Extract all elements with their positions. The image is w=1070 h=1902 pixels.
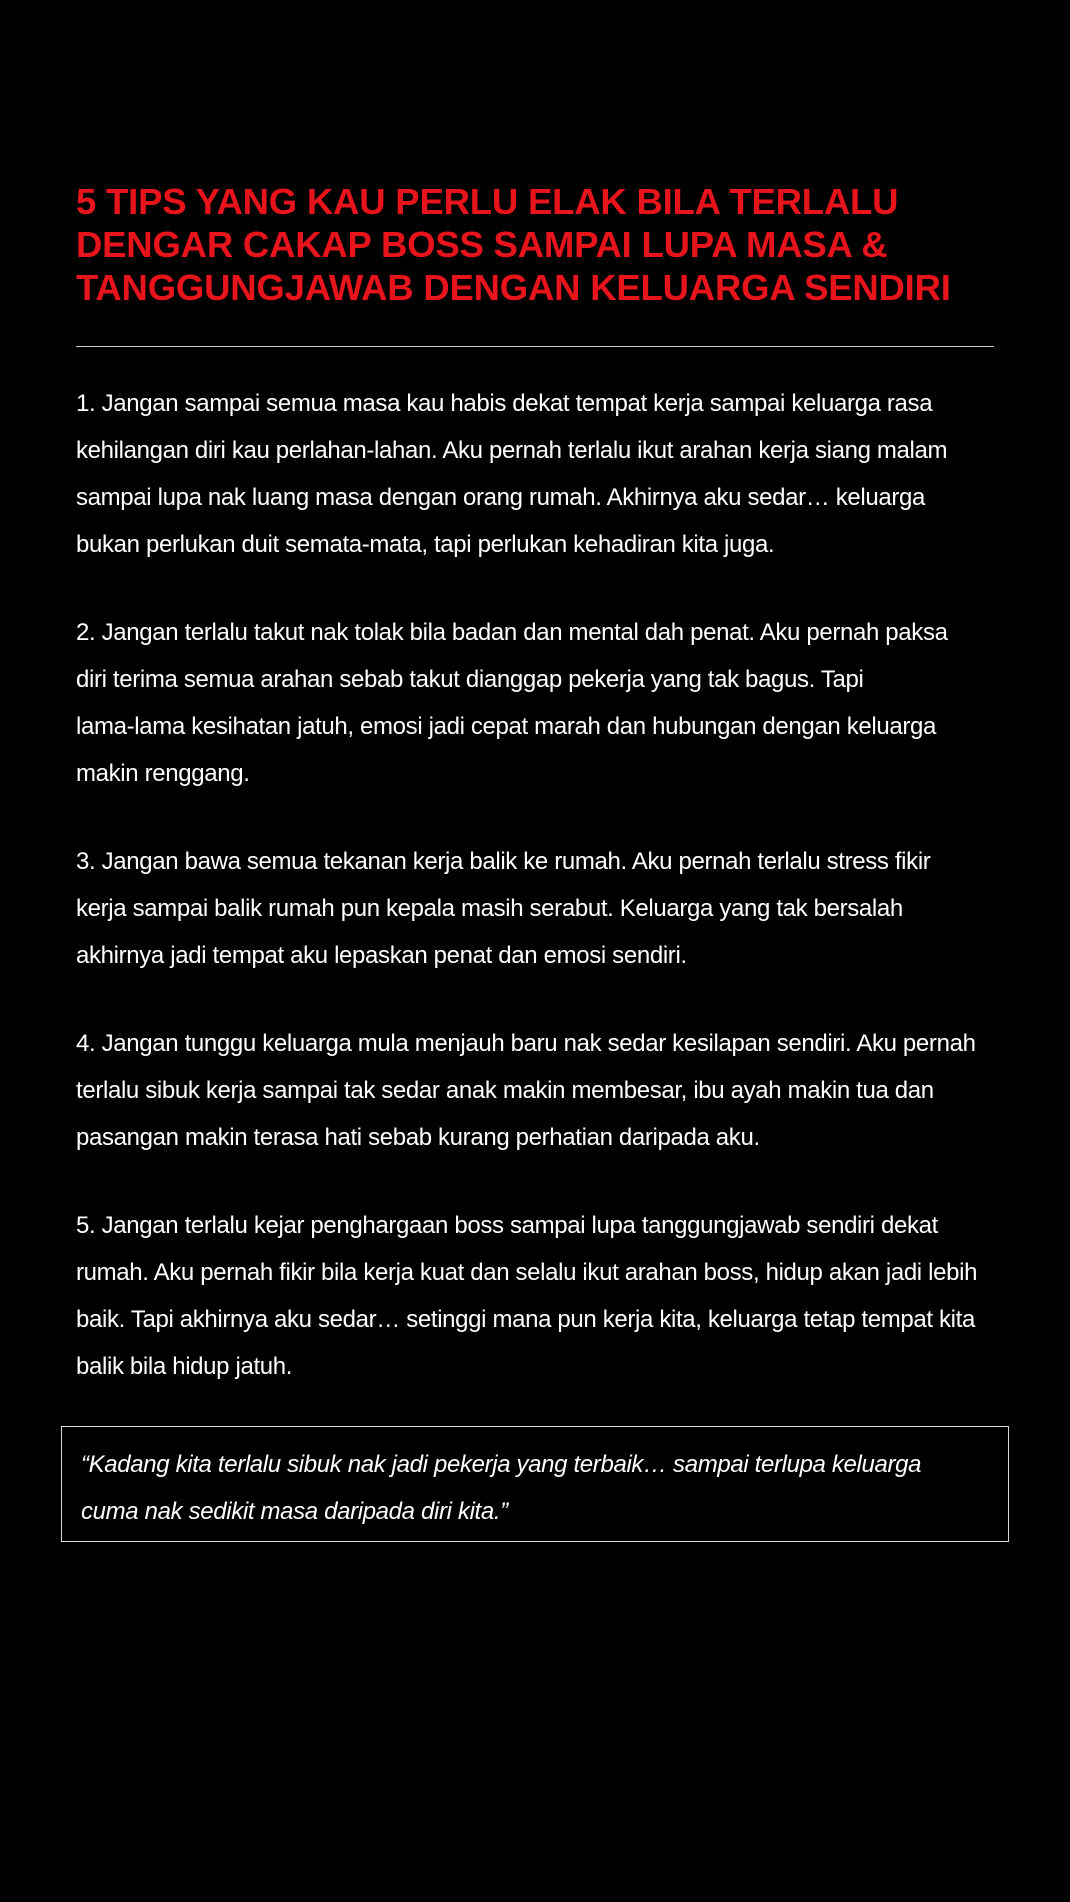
- tip-3: [76, 838, 1016, 979]
- tip-line: 4. Jangan tunggu keluarga mula menjauh baru nak sedar kesilapan sendiri. Aku pernah: [76, 1030, 976, 1057]
- tip-line: bukan perlukan duit semata-mata, tapi perlukan kehadiran kita juga.: [76, 531, 775, 558]
- tip-line: 1. Jangan sampai semua masa kau habis dekat tempat kerja sampai keluarga rasa: [76, 390, 933, 417]
- tips-list: [76, 380, 1016, 1431]
- quote-line: “Kadang kita terlalu sibuk nak jadi pekerja yang terbaik… sampai terlupa keluarga: [81, 1451, 922, 1478]
- tip-1: [76, 380, 1016, 568]
- tip-line: akhirnya jadi tempat aku lepaskan penat dan emosi sendiri.: [76, 942, 687, 969]
- title-line: 5 TIPS YANG KAU PERLU ELAK BILA TERLALU: [76, 181, 899, 222]
- tip-2: [76, 609, 1016, 797]
- title-divider: [76, 346, 994, 347]
- quote-line: cuma nak sedikit masa daripada diri kita.”: [81, 1498, 508, 1525]
- quote-box: [61, 1426, 1009, 1542]
- tip-line: kehilangan diri kau perlahan-lahan. Aku pernah terlalu ikut arahan kerja siang malam: [76, 437, 948, 464]
- tip-line: kerja sampai balik rumah pun kepala masih serabut. Keluarga yang tak bersalah: [76, 895, 903, 922]
- tip-line: terlalu sibuk kerja sampai tak sedar anak makin membesar, ibu ayah makin tua dan: [76, 1077, 934, 1104]
- title-line: DENGAR CAKAP BOSS SAMPAI LUPA MASA &: [76, 224, 888, 265]
- page-title: [76, 180, 1006, 309]
- tip-line: balik bila hidup jatuh.: [76, 1353, 293, 1380]
- tip-line: lama-lama kesihatan jatuh, emosi jadi cepat marah dan hubungan dengan keluarga: [76, 713, 936, 740]
- tip-line: diri terima semua arahan sebab takut dianggap pekerja yang tak bagus. Tapi: [76, 666, 864, 693]
- tip-line: 5. Jangan terlalu kejar penghargaan boss sampai lupa tanggungjawab sendiri dekat: [76, 1212, 938, 1239]
- tip-5: [76, 1202, 1016, 1390]
- tip-line: makin renggang.: [76, 760, 250, 787]
- tip-line: pasangan makin terasa hati sebab kurang perhatian daripada aku.: [76, 1124, 760, 1151]
- tip-line: sampai lupa nak luang masa dengan orang rumah. Akhirnya aku sedar… keluarga: [76, 484, 925, 511]
- tip-line: 3. Jangan bawa semua tekanan kerja balik ke rumah. Aku pernah terlalu stress fikir: [76, 848, 931, 875]
- tip-line: 2. Jangan terlalu takut nak tolak bila badan dan mental dah penat. Aku pernah paksa: [76, 619, 948, 646]
- quote-text: [81, 1441, 921, 1535]
- tip-4: [76, 1020, 1016, 1161]
- tip-line: baik. Tapi akhirnya aku sedar… setinggi mana pun kerja kita, keluarga tetap tempat kita: [76, 1306, 975, 1333]
- title-line: TANGGUNGJAWAB DENGAN KELUARGA SENDIRI: [76, 267, 951, 308]
- tip-line: rumah. Aku pernah fikir bila kerja kuat dan selalu ikut arahan boss, hidup akan jadi lebih: [76, 1259, 978, 1286]
